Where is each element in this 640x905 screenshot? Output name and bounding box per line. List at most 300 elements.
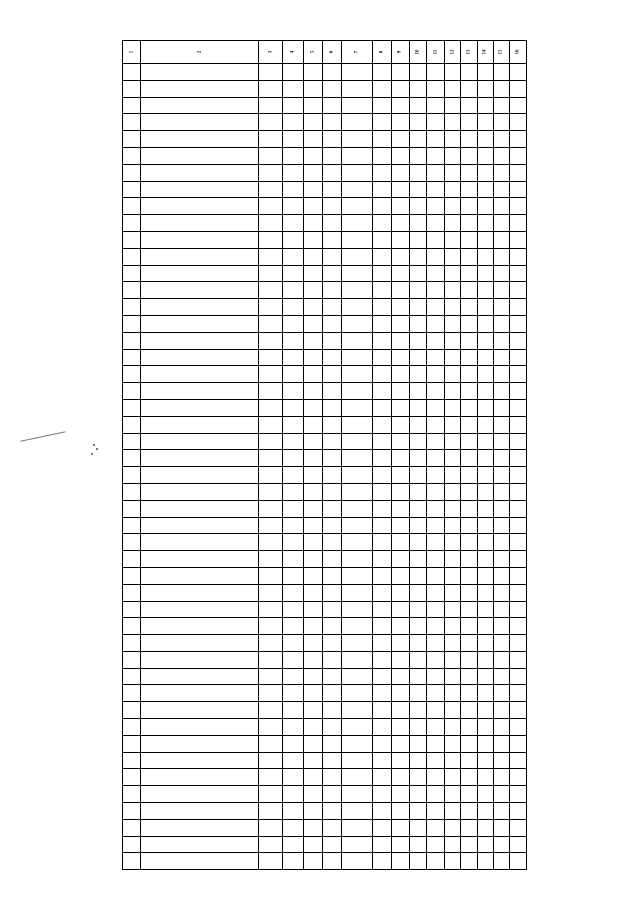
table-row xyxy=(123,215,526,232)
table-cell xyxy=(342,837,373,853)
table-cell xyxy=(141,383,259,399)
table-cell xyxy=(141,215,259,231)
table-cell xyxy=(283,131,303,147)
table-row xyxy=(123,602,526,619)
table-cell xyxy=(304,282,323,298)
table-cell xyxy=(445,484,461,500)
table-cell xyxy=(283,753,303,769)
column-number-5 xyxy=(304,41,323,63)
table-cell xyxy=(392,131,410,147)
table-cell xyxy=(259,198,283,214)
table-cell xyxy=(427,316,445,332)
table-cell xyxy=(478,198,494,214)
table-cell xyxy=(342,736,373,752)
table-cell xyxy=(141,568,259,584)
table-cell xyxy=(510,501,526,517)
table-cell xyxy=(304,602,323,618)
column-number-label: 9 xyxy=(397,50,403,54)
table-cell xyxy=(283,803,303,819)
column-number-label: 10 xyxy=(415,49,421,55)
table-cell xyxy=(445,551,461,567)
table-cell xyxy=(427,837,445,853)
table-cell xyxy=(342,820,373,836)
table-cell xyxy=(342,551,373,567)
table-cell xyxy=(478,467,494,483)
table-cell xyxy=(410,131,427,147)
table-cell xyxy=(141,518,259,534)
table-row xyxy=(123,551,526,568)
table-cell xyxy=(461,518,477,534)
table-cell xyxy=(342,803,373,819)
table-cell xyxy=(304,333,323,349)
table-cell xyxy=(410,434,427,450)
table-cell xyxy=(510,551,526,567)
table-cell xyxy=(304,753,323,769)
table-cell xyxy=(283,350,303,366)
table-cell xyxy=(323,518,342,534)
table-cell xyxy=(259,282,283,298)
table-cell xyxy=(373,769,391,785)
table-cell xyxy=(259,820,283,836)
table-cell xyxy=(392,316,410,332)
table-cell xyxy=(392,568,410,584)
table-cell xyxy=(445,282,461,298)
table-cell xyxy=(510,837,526,853)
table-cell xyxy=(427,165,445,181)
table-cell xyxy=(494,786,510,802)
table-cell xyxy=(304,383,323,399)
table-cell xyxy=(461,501,477,517)
table-cell xyxy=(445,417,461,433)
table-cell xyxy=(461,114,477,130)
table-cell xyxy=(478,568,494,584)
table-cell xyxy=(392,618,410,634)
table-cell xyxy=(445,467,461,483)
table-cell xyxy=(478,501,494,517)
table-cell xyxy=(373,753,391,769)
table-cell xyxy=(392,702,410,718)
table-cell xyxy=(510,786,526,802)
table-cell xyxy=(342,635,373,651)
table-cell xyxy=(445,534,461,550)
table-cell xyxy=(259,484,283,500)
table-cell xyxy=(410,467,427,483)
table-row xyxy=(123,198,526,215)
table-cell xyxy=(323,484,342,500)
table-cell xyxy=(141,232,259,248)
table-cell xyxy=(461,652,477,668)
column-number-3 xyxy=(259,41,283,63)
table-cell xyxy=(494,215,510,231)
table-cell xyxy=(392,383,410,399)
table-row xyxy=(123,350,526,367)
table-cell xyxy=(478,534,494,550)
table-cell xyxy=(373,618,391,634)
table-cell xyxy=(373,635,391,651)
table-cell xyxy=(304,719,323,735)
table-cell xyxy=(259,736,283,752)
table-cell xyxy=(461,299,477,315)
table-cell xyxy=(427,383,445,399)
table-cell xyxy=(123,820,141,836)
table-cell xyxy=(323,501,342,517)
table-cell xyxy=(445,182,461,198)
table-cell xyxy=(410,98,427,114)
table-cell xyxy=(494,64,510,80)
table-cell xyxy=(392,450,410,466)
table-cell xyxy=(510,635,526,651)
table-cell xyxy=(141,585,259,601)
table-cell xyxy=(141,602,259,618)
table-cell xyxy=(478,719,494,735)
table-cell xyxy=(494,618,510,634)
table-cell xyxy=(392,837,410,853)
table-cell xyxy=(259,249,283,265)
table-row xyxy=(123,803,526,820)
table-cell xyxy=(123,635,141,651)
table-cell xyxy=(259,81,283,97)
table-cell xyxy=(410,534,427,550)
table-cell xyxy=(342,148,373,164)
table-cell xyxy=(445,568,461,584)
table-cell xyxy=(427,417,445,433)
table-cell xyxy=(445,434,461,450)
table-cell xyxy=(304,669,323,685)
column-number-2 xyxy=(141,41,259,63)
table-row xyxy=(123,618,526,635)
table-cell xyxy=(141,736,259,752)
table-cell xyxy=(510,182,526,198)
table-cell xyxy=(123,64,141,80)
table-row xyxy=(123,148,526,165)
table-cell xyxy=(304,551,323,567)
table-cell xyxy=(445,669,461,685)
table-row xyxy=(123,719,526,736)
table-cell xyxy=(478,786,494,802)
table-cell xyxy=(392,551,410,567)
table-cell xyxy=(461,551,477,567)
table-cell xyxy=(259,719,283,735)
table-cell xyxy=(410,702,427,718)
table-row xyxy=(123,685,526,702)
table-cell xyxy=(410,618,427,634)
table-cell xyxy=(445,786,461,802)
table-cell xyxy=(392,299,410,315)
table-cell xyxy=(373,249,391,265)
table-cell xyxy=(461,350,477,366)
table-cell xyxy=(410,417,427,433)
table-cell xyxy=(427,434,445,450)
table-cell xyxy=(494,333,510,349)
table-cell xyxy=(494,316,510,332)
table-row xyxy=(123,820,526,837)
table-cell xyxy=(510,702,526,718)
table-cell xyxy=(123,551,141,567)
table-cell xyxy=(304,299,323,315)
table-cell xyxy=(304,434,323,450)
table-cell xyxy=(283,450,303,466)
table-cell xyxy=(461,467,477,483)
table-cell xyxy=(510,366,526,382)
table-cell xyxy=(373,366,391,382)
table-cell xyxy=(427,266,445,282)
column-number-label: 3 xyxy=(268,50,274,54)
table-cell xyxy=(478,602,494,618)
table-cell xyxy=(427,333,445,349)
table-cell xyxy=(141,853,259,869)
table-cell xyxy=(494,719,510,735)
table-cell xyxy=(392,182,410,198)
table-cell xyxy=(445,148,461,164)
table-cell xyxy=(373,114,391,130)
column-number-label: 7 xyxy=(354,50,360,54)
table-cell xyxy=(259,786,283,802)
table-row xyxy=(123,165,526,182)
table-cell xyxy=(283,820,303,836)
table-cell xyxy=(259,585,283,601)
table-cell xyxy=(510,820,526,836)
column-number-7 xyxy=(342,41,373,63)
table-cell xyxy=(123,131,141,147)
table-cell xyxy=(427,350,445,366)
table-cell xyxy=(259,400,283,416)
table-cell xyxy=(373,131,391,147)
table-cell xyxy=(141,618,259,634)
table-cell xyxy=(123,803,141,819)
table-cell xyxy=(141,98,259,114)
table-cell xyxy=(141,635,259,651)
table-cell xyxy=(373,198,391,214)
table-cell xyxy=(283,198,303,214)
table-cell xyxy=(373,316,391,332)
table-cell xyxy=(445,736,461,752)
table-cell xyxy=(510,484,526,500)
table-cell xyxy=(410,803,427,819)
table-cell xyxy=(342,753,373,769)
table-cell xyxy=(342,131,373,147)
table-cell xyxy=(445,81,461,97)
table-cell xyxy=(392,215,410,231)
table-cell xyxy=(427,282,445,298)
table-cell xyxy=(445,501,461,517)
table-cell xyxy=(445,383,461,399)
table-cell xyxy=(323,551,342,567)
table-cell xyxy=(494,249,510,265)
table-row xyxy=(123,652,526,669)
table-cell xyxy=(323,702,342,718)
table-cell xyxy=(283,114,303,130)
table-cell xyxy=(304,417,323,433)
column-number-14 xyxy=(478,41,494,63)
table-cell xyxy=(259,266,283,282)
table-cell xyxy=(304,249,323,265)
table-cell xyxy=(494,299,510,315)
table-cell xyxy=(461,702,477,718)
table-cell xyxy=(342,786,373,802)
table-cell xyxy=(427,249,445,265)
table-cell xyxy=(141,434,259,450)
table-cell xyxy=(427,131,445,147)
table-cell xyxy=(123,467,141,483)
table-cell xyxy=(259,165,283,181)
table-cell xyxy=(283,635,303,651)
table-cell xyxy=(510,618,526,634)
table-cell xyxy=(123,501,141,517)
table-cell xyxy=(494,282,510,298)
table-cell xyxy=(427,467,445,483)
table-cell xyxy=(510,669,526,685)
table-cell xyxy=(323,232,342,248)
table-cell xyxy=(304,467,323,483)
table-cell xyxy=(494,853,510,869)
table-cell xyxy=(494,753,510,769)
table-cell xyxy=(510,299,526,315)
table-cell xyxy=(304,148,323,164)
table-cell xyxy=(304,652,323,668)
table-cell xyxy=(259,467,283,483)
table-cell xyxy=(259,652,283,668)
table-cell xyxy=(342,484,373,500)
table-cell xyxy=(410,282,427,298)
table-cell xyxy=(373,803,391,819)
table-cell xyxy=(478,148,494,164)
table-cell xyxy=(445,719,461,735)
table-cell xyxy=(445,769,461,785)
table-cell xyxy=(392,366,410,382)
table-cell xyxy=(445,837,461,853)
table-cell xyxy=(445,165,461,181)
table-cell xyxy=(123,669,141,685)
table-cell xyxy=(123,769,141,785)
table-cell xyxy=(123,114,141,130)
table-cell xyxy=(373,400,391,416)
table-cell xyxy=(494,568,510,584)
table-cell xyxy=(427,685,445,701)
column-number-label: 4 xyxy=(290,50,296,54)
table-cell xyxy=(323,148,342,164)
table-cell xyxy=(283,366,303,382)
table-cell xyxy=(141,366,259,382)
table-cell xyxy=(123,702,141,718)
table-cell xyxy=(304,518,323,534)
table-cell xyxy=(392,266,410,282)
table-row xyxy=(123,131,526,148)
table-cell xyxy=(342,602,373,618)
table-cell xyxy=(427,585,445,601)
table-cell xyxy=(494,450,510,466)
column-number-label: 5 xyxy=(310,50,316,54)
table-row xyxy=(123,333,526,350)
table-cell xyxy=(259,299,283,315)
table-cell xyxy=(461,131,477,147)
table-cell xyxy=(494,837,510,853)
table-cell xyxy=(141,114,259,130)
table-cell xyxy=(141,333,259,349)
table-cell xyxy=(510,769,526,785)
table-cell xyxy=(410,837,427,853)
table-cell xyxy=(445,702,461,718)
table-cell xyxy=(141,534,259,550)
table-cell xyxy=(373,148,391,164)
table-cell xyxy=(304,568,323,584)
table-cell xyxy=(445,299,461,315)
table-cell xyxy=(510,467,526,483)
table-cell xyxy=(461,837,477,853)
table-cell xyxy=(410,114,427,130)
table-cell xyxy=(323,131,342,147)
table-cell xyxy=(123,786,141,802)
table-cell xyxy=(445,753,461,769)
table-cell xyxy=(478,669,494,685)
table-cell xyxy=(410,64,427,80)
table-cell xyxy=(259,350,283,366)
table-cell xyxy=(304,534,323,550)
column-number-16 xyxy=(510,41,526,63)
table-cell xyxy=(510,333,526,349)
table-row xyxy=(123,417,526,434)
table-cell xyxy=(478,551,494,567)
table-cell xyxy=(510,803,526,819)
table-cell xyxy=(123,736,141,752)
table-cell xyxy=(392,165,410,181)
table-cell xyxy=(323,434,342,450)
table-cell xyxy=(410,753,427,769)
table-cell xyxy=(141,350,259,366)
table-cell xyxy=(342,669,373,685)
table-cell xyxy=(392,769,410,785)
table-cell xyxy=(445,266,461,282)
table-cell xyxy=(141,182,259,198)
table-cell xyxy=(323,786,342,802)
table-cell xyxy=(461,232,477,248)
table-cell xyxy=(410,853,427,869)
table-cell xyxy=(445,685,461,701)
table-cell xyxy=(283,232,303,248)
table-cell xyxy=(373,669,391,685)
table-cell xyxy=(427,98,445,114)
table-cell xyxy=(445,366,461,382)
table-cell xyxy=(461,98,477,114)
table-cell xyxy=(494,434,510,450)
table-cell xyxy=(461,366,477,382)
table-cell xyxy=(427,602,445,618)
table-cell xyxy=(427,232,445,248)
table-cell xyxy=(283,316,303,332)
table-cell xyxy=(392,820,410,836)
table-cell xyxy=(494,769,510,785)
table-cell xyxy=(259,114,283,130)
table-cell xyxy=(123,282,141,298)
table-cell xyxy=(323,803,342,819)
table-cell xyxy=(141,131,259,147)
table-cell xyxy=(478,450,494,466)
table-cell xyxy=(283,299,303,315)
table-cell xyxy=(373,786,391,802)
table-cell xyxy=(123,165,141,181)
table-cell xyxy=(494,484,510,500)
table-cell xyxy=(259,669,283,685)
table-cell xyxy=(304,685,323,701)
table-cell xyxy=(427,618,445,634)
table-cell xyxy=(392,635,410,651)
table-cell xyxy=(373,702,391,718)
table-row xyxy=(123,383,526,400)
table-cell xyxy=(304,585,323,601)
table-cell xyxy=(478,282,494,298)
table-row xyxy=(123,232,526,249)
column-number-6 xyxy=(323,41,342,63)
table-cell xyxy=(445,98,461,114)
